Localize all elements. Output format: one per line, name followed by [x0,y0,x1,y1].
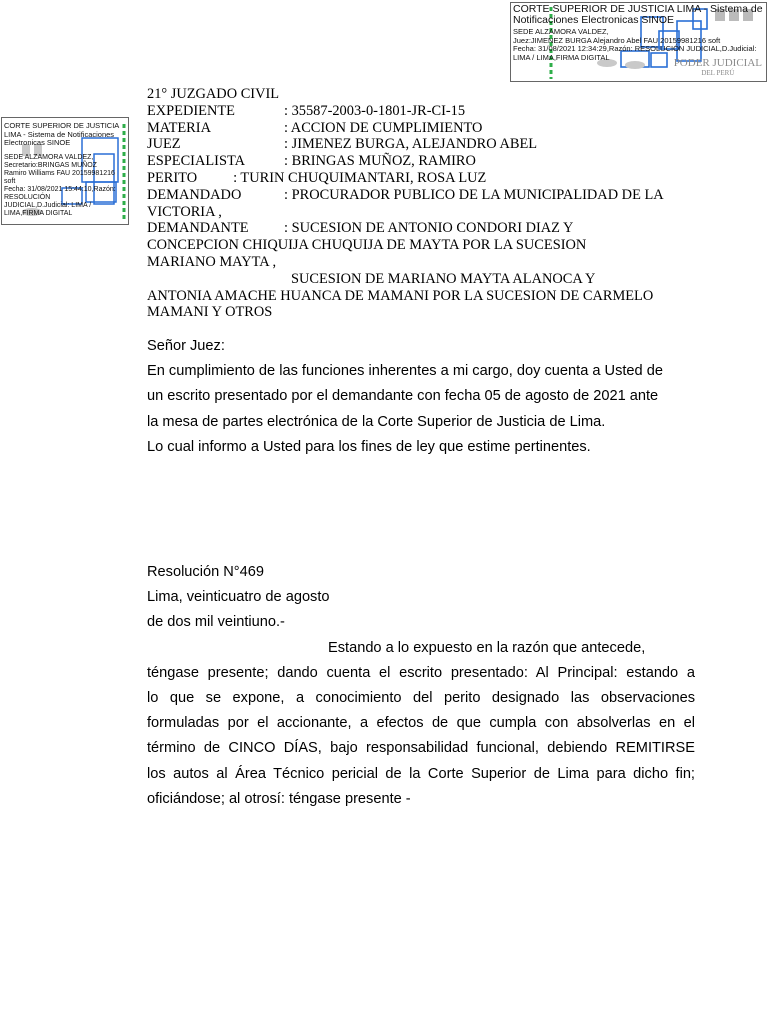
resolution-year: de dos mil veintiuno.- [147,614,285,631]
resolution-line: Estando a lo expuesto en la razón que antecede, [328,639,646,656]
demandante-cont: ANTONIA AMACHE HUANCA DE MAMANI POR LA SUCESION DE CARMELO [147,287,654,304]
demandante-cont: MAMANI Y OTROS [147,304,273,321]
stamp-title: CORTE SUPERIOR DE JUSTICIA LIMA - Sistema de Notificaciones Electronicas SINOE [513,3,763,26]
materia-row [147,120,695,137]
demandante-cont: MARIANO MAYTA , [147,253,277,270]
stamp-line: SEDE ALZAMORA VALDEZ, [4,153,94,161]
resolution-line: téngase presente; dando cuenta el escrito presentado: Al Principal: estando a [147,664,695,681]
digital-signature-stamp-judge [510,2,767,82]
demandado-row [147,187,695,204]
demandante-cont: SUCESION DE MARIANO MAYTA ALANOCA Y [291,270,596,287]
expediente-value: : 35587-2003-0-1801-JR-CI-15 [284,102,466,119]
stamp-line: Juez:JIMENEZ BURGA Alejandro Abel FAU 20159981216 soft [513,35,721,45]
razon-line: la mesa de partes electrónica de la Corte Superior de Justicia de Lima. [147,413,606,430]
demandante-value: : SUCESION DE ANTONIO CONDORI DIAZ Y [284,220,574,237]
stamp-line: Fecha: 31/08/2021 12:34:29,Razón: RESOLUCIÓN JUDICIAL,D.Judicial: [513,44,757,53]
resolution-place-date: Lima, veinticuatro de agosto [147,589,330,606]
stamp-title: CORTE SUPERIOR DE JUSTICIA LIMA - Sistema de Notificaciones Electronicas SINOE [4,121,119,147]
materia-value: : ACCION DE CUMPLIMIENTO [284,119,483,136]
court-name: 21° JUZGADO CIVIL [147,86,280,102]
perito-row: PERITO : TURIN CHUQUIMANTARI, ROSA LUZ [147,169,487,186]
demandado-label: DEMANDADO [147,186,242,203]
expediente-label: EXPEDIENTE [147,102,235,119]
juez-label: JUEZ [147,136,181,153]
stamp-line: Ramiro Williams FAU 20159981216 [4,169,115,177]
stamp-line: JUDICIAL,D.Judicial: LIMA / [4,201,92,209]
resolution-line: lo que se expone, a conocimiento del perito designado las observaciones [147,690,695,707]
especialista-row [147,153,695,170]
razon-line: En cumplimiento de las funciones inherentes a mi cargo, doy cuenta a Usted de [147,363,663,380]
logo-subtext: DEL PERÚ [701,69,735,77]
razon-section [147,334,695,460]
demandado-value: : PROCURADOR PUBLICO DE LA MUNICIPALIDAD DE LA [284,186,664,203]
demandado-cont: VICTORIA , [147,203,222,220]
especialista-label: ESPECIALISTA [147,153,245,170]
stamp-line: SEDE ALZAMORA VALDEZ, [513,27,609,36]
resolution-line: oficiándose; al otrosí: téngase presente - [147,790,411,807]
digital-signature-stamp-secretary [1,117,129,225]
demandante-cont: CONCEPCION CHIQUIJA CHUQUIJA DE MAYTA POR LA SUCESION [147,237,587,254]
juez-row [147,136,695,153]
demandante-row [147,220,695,237]
stamp-line: Fecha: 31/08/2021 15:44:10,Razón: [4,185,116,193]
materia-label: MATERIA [147,119,211,136]
case-header [147,86,695,321]
stamp-line: LIMA,FIRMA DIGITAL [4,209,73,217]
stamp-line: LIMA / LIMA,FIRMA DIGITAL [513,52,610,62]
resolution-line: los autos al Área Técnico pericial de la Corte Superior de Lima para dicho fin; [147,765,695,782]
stamp-line: soft [4,177,16,185]
stamp-line: Secretario:BRINGAS MUÑOZ [4,161,97,169]
stamp-line: RESOLUCIÓN [4,193,51,201]
resolucion-section [147,560,695,812]
demandante-label: DEMANDANTE [147,220,249,237]
salutation: Señor Juez: [147,338,225,354]
resolution-line: formuladas por el accionante, a efectos de que cumpla con absolverlas en el [147,715,695,732]
resolution-line: término de CINCO DÍAS, bajo responsabilidad funcional, debiendo REMITIRSE [147,740,695,757]
logo-text: PODER JUDICIAL [673,57,762,69]
juez-value: : JIMENEZ BURGA, ALEJANDRO ABEL [284,136,538,153]
razon-line: un escrito presentado por el demandante con fecha 05 de agosto de 2021 ante [147,388,659,405]
resolution-number: Resolución N°469 [147,564,264,580]
razon-line: Lo cual informo a Usted para los fines de ley que estime pertinentes. [147,438,591,455]
especialista-value: : BRINGAS MUÑOZ, RAMIRO [284,153,476,170]
expediente-row [147,103,695,120]
